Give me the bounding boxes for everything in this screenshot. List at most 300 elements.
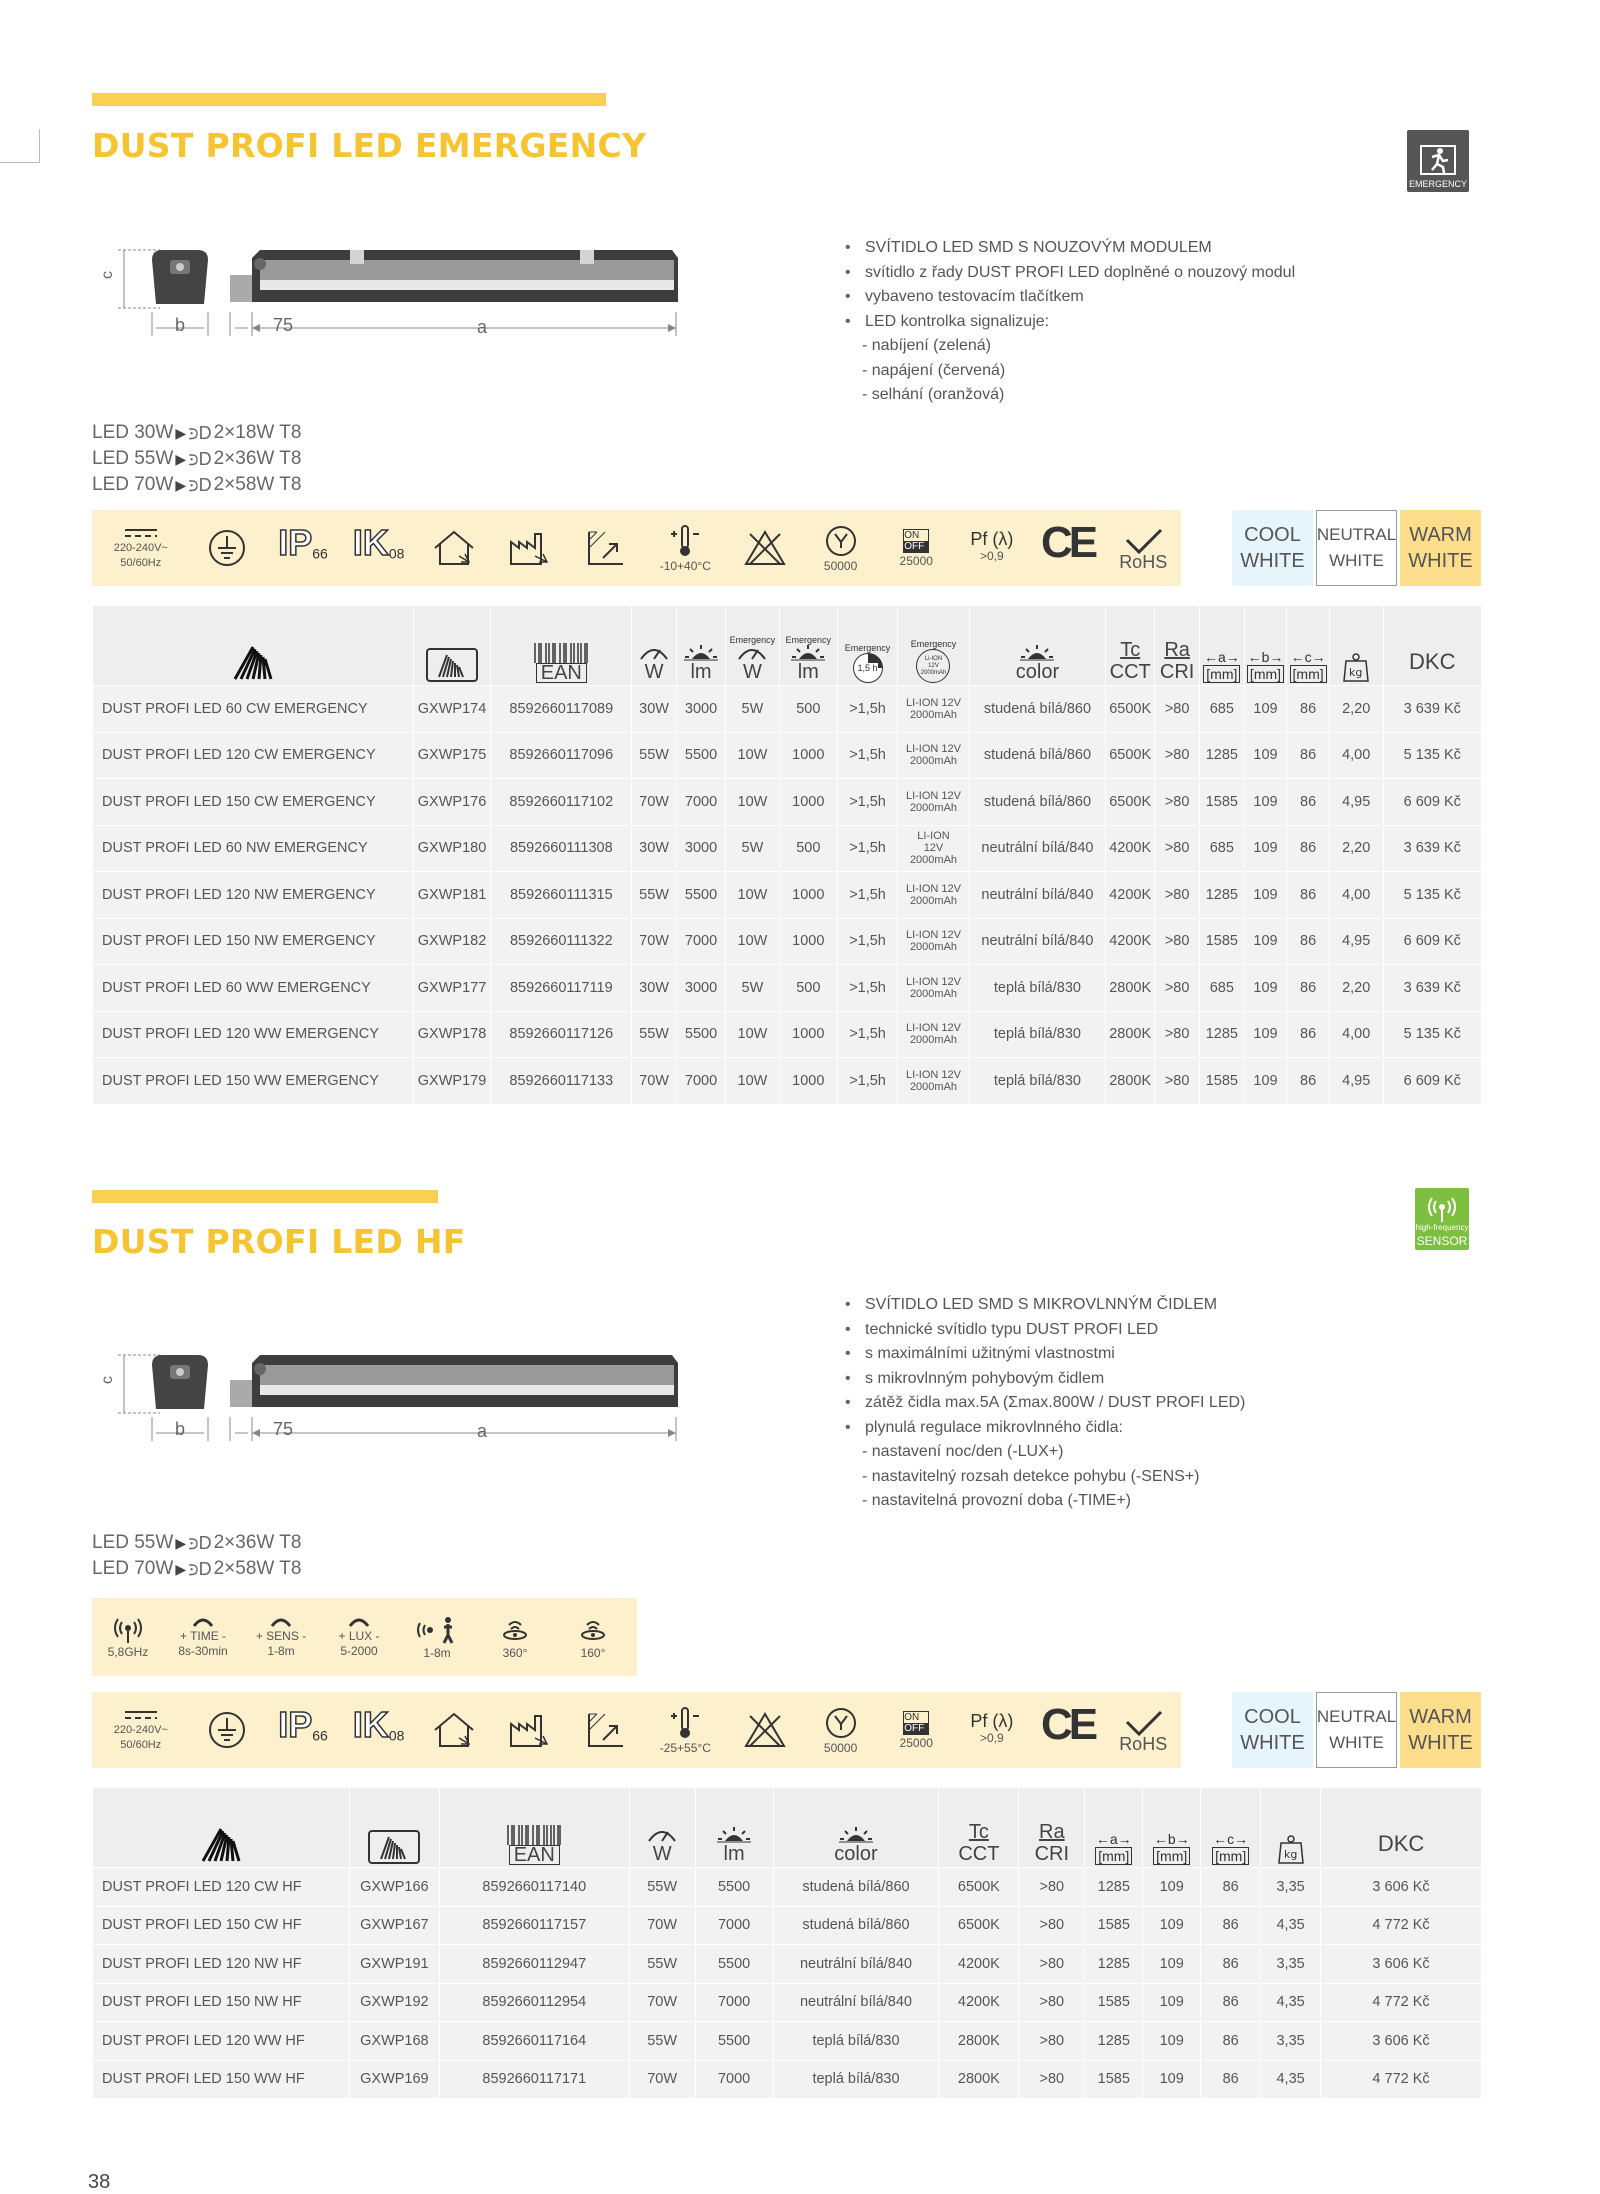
section-title-hf: DUST PROFI LED HF bbox=[92, 1222, 466, 1261]
color-temp-neutral: NEUTRAL WHITE bbox=[1316, 1692, 1397, 1768]
switching-cycles-value: 25000 bbox=[899, 553, 933, 568]
cell-cct: 4200K bbox=[1106, 918, 1155, 965]
luminaire-dimension-drawing bbox=[100, 240, 690, 345]
ik-rating-icon: IK08 bbox=[352, 1703, 405, 1745]
cell-lm: 7000 bbox=[676, 779, 725, 826]
cell-cri: >80 bbox=[1155, 1058, 1200, 1105]
cell-lm: 7000 bbox=[695, 1983, 773, 2022]
luminous-flux-icon bbox=[791, 645, 825, 661]
feature-item: - napájení (červená) bbox=[862, 361, 1006, 379]
ip-value: 66 bbox=[312, 545, 328, 562]
header-cell bbox=[898, 606, 970, 686]
header-cell bbox=[1261, 1788, 1321, 1868]
header-cell bbox=[632, 606, 677, 686]
surface-mount-icon bbox=[568, 1710, 644, 1750]
feature-item: • LED kontrolka signalizuje: bbox=[842, 310, 1295, 335]
color-label: color bbox=[834, 1843, 878, 1865]
dim-c-label: c bbox=[1227, 1831, 1235, 1847]
cell-kg: 4,00 bbox=[1329, 732, 1383, 779]
temperature-icon bbox=[643, 1706, 727, 1755]
cell-name: DUST PROFI LED 150 NW EMERGENCY bbox=[93, 918, 414, 965]
header-cell bbox=[1019, 1788, 1085, 1868]
cell-b: 109 bbox=[1143, 1906, 1201, 1945]
cell-ean: 8592660111308 bbox=[491, 825, 632, 872]
cell-cct: 2800K bbox=[1106, 1011, 1155, 1058]
cell-cri: >80 bbox=[1155, 779, 1200, 826]
switching-cycles-value: 25000 bbox=[899, 1735, 933, 1750]
cell-price: 3 639 Kč bbox=[1383, 686, 1481, 733]
product-code-icon bbox=[425, 647, 479, 683]
feature-item: • s maximálními užitnými vlastnostmi bbox=[842, 1342, 1245, 1367]
badge-label: EMERGENCY bbox=[1408, 179, 1467, 189]
table-row bbox=[93, 686, 1482, 733]
cell-w: 70W bbox=[629, 1906, 695, 1945]
cell-c: 86 bbox=[1201, 1945, 1261, 1984]
color-sun-icon bbox=[1020, 645, 1054, 661]
sensor-setting-range: 5-2000 bbox=[340, 1644, 378, 1658]
cell-color: neutrální bílá/840 bbox=[969, 825, 1105, 872]
running-man-exit-icon bbox=[1418, 143, 1458, 179]
arrow-right-icon: ▶ bbox=[175, 425, 187, 441]
cell-cct: 2800K bbox=[939, 2022, 1019, 2061]
rohs-icon bbox=[1105, 528, 1181, 572]
header-cell bbox=[491, 606, 632, 686]
cell-ean: 8592660117119 bbox=[491, 965, 632, 1012]
cell-c: 86 bbox=[1287, 732, 1330, 779]
cell-a: 1585 bbox=[1085, 1983, 1143, 2022]
temperature-icon bbox=[643, 524, 727, 573]
cell-name: DUST PROFI LED 120 NW EMERGENCY bbox=[93, 872, 414, 919]
dial-icon bbox=[269, 1616, 293, 1628]
arrow-right-icon: ▶ bbox=[175, 477, 187, 493]
cell-color: teplá bílá/830 bbox=[773, 2022, 939, 2061]
emergency-label: Emergency bbox=[729, 635, 776, 645]
sensor-waves-icon bbox=[1425, 1195, 1459, 1223]
header-cell bbox=[969, 606, 1105, 686]
fluorescent-equivalent: 2×36W T8 bbox=[213, 448, 302, 469]
cell-lm: 5500 bbox=[695, 2022, 773, 2061]
dimension-b-label: b bbox=[175, 1419, 186, 1439]
fluorescent-equivalent: 2×58W T8 bbox=[213, 474, 302, 495]
cell-c: 86 bbox=[1287, 1011, 1330, 1058]
cell-elm: 1000 bbox=[779, 1058, 837, 1105]
emergency-label: Emergency bbox=[785, 635, 832, 645]
cell-elm: 1000 bbox=[779, 918, 837, 965]
sensor-setting-name: + LUX - bbox=[338, 1629, 380, 1643]
cell-code: GXWP168 bbox=[349, 2022, 439, 2061]
barcode-icon bbox=[506, 1825, 562, 1845]
table-row bbox=[93, 1058, 1482, 1105]
switching-cycles-icon bbox=[878, 1711, 954, 1750]
table-header bbox=[93, 606, 1482, 686]
header-cell bbox=[413, 606, 491, 686]
product-table-hf bbox=[92, 1787, 1482, 2099]
em-w-label: W bbox=[742, 661, 762, 683]
ik-value: 08 bbox=[388, 545, 405, 562]
cell-a: 1285 bbox=[1085, 2022, 1143, 2061]
cell-cct: 4200K bbox=[1106, 872, 1155, 919]
cell-ew: 10W bbox=[726, 779, 780, 826]
sensor-setting-name: + TIME - bbox=[179, 1629, 227, 1643]
cell-t: >1,5h bbox=[837, 918, 897, 965]
cell-cct: 6500K bbox=[1106, 732, 1155, 779]
w-label: W bbox=[644, 661, 664, 683]
cell-w: 55W bbox=[629, 1868, 695, 1907]
mm-label: mm bbox=[1296, 666, 1320, 682]
fluorescent-tube-icon: ⪾D bbox=[188, 449, 212, 469]
cell-ean: 8592660117089 bbox=[491, 686, 632, 733]
cell-ean: 8592660112947 bbox=[439, 1945, 629, 1984]
dimension-a-label: a bbox=[477, 317, 488, 337]
dim-b-label: b bbox=[1261, 649, 1270, 665]
table-row bbox=[93, 1945, 1482, 1984]
cell-kg: 4,35 bbox=[1261, 1906, 1321, 1945]
cell-a: 1285 bbox=[1085, 1945, 1143, 1984]
rohs-value: RoHS bbox=[1119, 1733, 1168, 1754]
cell-t: >1,5h bbox=[837, 872, 897, 919]
ra-label: Ra bbox=[1164, 639, 1190, 661]
table-row bbox=[93, 965, 1482, 1012]
cell-c: 86 bbox=[1287, 686, 1330, 733]
cell-t: >1,5h bbox=[837, 732, 897, 779]
cell-ean: 8592660117140 bbox=[439, 1868, 629, 1907]
sensor-setting bbox=[242, 1616, 320, 1658]
cell-kg: 2,20 bbox=[1329, 686, 1383, 733]
mm-label: mm bbox=[1160, 1848, 1184, 1864]
power-supply-value: 220-240V~ bbox=[113, 1724, 168, 1736]
cell-w: 55W bbox=[629, 2022, 695, 2061]
sensor-setting bbox=[476, 1615, 554, 1660]
header-cell bbox=[1106, 606, 1155, 686]
cell-name: DUST PROFI LED 120 CW EMERGENCY bbox=[93, 732, 414, 779]
cell-ean: 8592660117102 bbox=[491, 779, 632, 826]
cell-code: GXWP175 bbox=[413, 732, 491, 779]
dial-icon bbox=[347, 1616, 371, 1628]
emergency-badge bbox=[1407, 130, 1469, 192]
duration-clock-icon bbox=[853, 653, 883, 683]
ean-label: EAN bbox=[509, 1845, 560, 1865]
cell-price: 3 606 Kč bbox=[1321, 1945, 1482, 1984]
on-label: ON bbox=[904, 529, 920, 541]
cell-ew: 10W bbox=[726, 918, 780, 965]
cell-ew: 5W bbox=[726, 686, 780, 733]
cell-code: GXWP191 bbox=[349, 1945, 439, 1984]
sensor-waves-icon bbox=[111, 1616, 145, 1644]
luminaire-fan-icon bbox=[231, 643, 275, 683]
feature-list bbox=[842, 236, 1295, 408]
equivalent-row bbox=[92, 1530, 301, 1556]
cell-b: 109 bbox=[1143, 1945, 1201, 1984]
cell-t: >1,5h bbox=[837, 686, 897, 733]
title-bar bbox=[92, 93, 606, 106]
cell-lm: 3000 bbox=[676, 825, 725, 872]
emergency-label: Emergency bbox=[910, 639, 957, 649]
badge-label-line2: SENSOR bbox=[1416, 1234, 1468, 1248]
cell-ew: 10W bbox=[726, 1011, 780, 1058]
cell-cri: >80 bbox=[1019, 1868, 1085, 1907]
arrow-right-icon: ▶ bbox=[175, 1535, 187, 1551]
cell-price: 3 606 Kč bbox=[1321, 2022, 1482, 2061]
feature-item: - selhání (oranžová) bbox=[862, 386, 1005, 403]
cell-color: studená bílá/860 bbox=[773, 1906, 939, 1945]
header-cell bbox=[773, 1788, 939, 1868]
header-cell: ←a→ [mm] bbox=[1199, 606, 1244, 686]
cell-cct: 6500K bbox=[939, 1868, 1019, 1907]
battery-icon bbox=[916, 649, 950, 683]
dimension-offset-label: 75 bbox=[273, 315, 294, 335]
cell-color: teplá bílá/830 bbox=[969, 1058, 1105, 1105]
feature-item: - nabíjení (zelená) bbox=[862, 337, 991, 354]
cell-name: DUST PROFI LED 60 NW EMERGENCY bbox=[93, 825, 414, 872]
power-factor-value: >0,9 bbox=[980, 1731, 1004, 1745]
cell-bat: LI-ION 12V 2000mAh bbox=[898, 965, 970, 1012]
cell-kg: 4,35 bbox=[1261, 2060, 1321, 2099]
cell-cri: >80 bbox=[1155, 918, 1200, 965]
cell-cct: 4200K bbox=[1106, 825, 1155, 872]
cell-bat: LI-ION 12V 2000mAh bbox=[898, 732, 970, 779]
power-supply-value: 50/60Hz bbox=[120, 557, 162, 569]
table-row bbox=[93, 732, 1482, 779]
cell-name: DUST PROFI LED 150 WW HF bbox=[93, 2060, 350, 2099]
cell-c: 86 bbox=[1287, 779, 1330, 826]
cell-a: 1585 bbox=[1199, 918, 1244, 965]
em-lm-label: lm bbox=[797, 661, 819, 683]
sensor-setting bbox=[92, 1616, 164, 1659]
cell-color: neutrální bílá/840 bbox=[969, 918, 1105, 965]
lifetime-hours-icon bbox=[803, 1706, 879, 1755]
cell-bat: LI-ION 12V 2000mAh bbox=[898, 1058, 970, 1105]
sensor-setting-range: 160° bbox=[580, 1645, 606, 1660]
cell-lm: 5500 bbox=[676, 1011, 725, 1058]
cell-cri: >80 bbox=[1155, 965, 1200, 1012]
cell-kg: 2,20 bbox=[1329, 825, 1383, 872]
cell-b: 109 bbox=[1143, 2022, 1201, 2061]
cell-b: 109 bbox=[1244, 918, 1287, 965]
cell-c: 86 bbox=[1201, 2060, 1261, 2099]
battery-label: Li-ION 12V 2000mAh bbox=[920, 655, 947, 676]
luminous-flux-icon bbox=[684, 645, 718, 661]
cell-code: GXWP179 bbox=[413, 1058, 491, 1105]
cell-ean: 8592660117126 bbox=[491, 1011, 632, 1058]
mm-label: mm bbox=[1210, 666, 1234, 682]
power-factor-value: >0,9 bbox=[980, 549, 1004, 563]
cct-label: CCT bbox=[1109, 661, 1151, 683]
cell-kg: 3,35 bbox=[1261, 1945, 1321, 1984]
lm-label: lm bbox=[723, 1843, 745, 1865]
header-cell bbox=[349, 1788, 439, 1868]
sensor-setting bbox=[554, 1615, 632, 1660]
equivalent-list bbox=[92, 420, 301, 498]
sensor-setting bbox=[398, 1615, 476, 1660]
header-cell bbox=[93, 1788, 350, 1868]
cell-elm: 1000 bbox=[779, 732, 837, 779]
mm-label: mm bbox=[1253, 666, 1278, 682]
cell-ean: 8592660111322 bbox=[491, 918, 632, 965]
cell-lm: 7000 bbox=[676, 918, 725, 965]
cell-b: 109 bbox=[1244, 872, 1287, 919]
header-cell bbox=[726, 606, 780, 686]
cell-price: 3 639 Kč bbox=[1383, 825, 1481, 872]
barcode-icon bbox=[533, 643, 589, 663]
cell-ew: 10W bbox=[726, 732, 780, 779]
header-cell bbox=[676, 606, 725, 686]
arrow-right-icon: ▶ bbox=[175, 451, 187, 467]
fluorescent-equivalent: 2×36W T8 bbox=[213, 1532, 302, 1553]
dkc-label: DKC bbox=[1377, 1831, 1425, 1856]
cell-w: 55W bbox=[632, 732, 677, 779]
cell-name: DUST PROFI LED 120 WW EMERGENCY bbox=[93, 1011, 414, 1058]
color-temp-neutral: NEUTRAL WHITE bbox=[1316, 510, 1397, 586]
power-supply-icon bbox=[92, 526, 190, 570]
cell-color: teplá bílá/830 bbox=[969, 1011, 1105, 1058]
cell-price: 4 772 Kč bbox=[1321, 1906, 1482, 1945]
cell-cri: >80 bbox=[1155, 686, 1200, 733]
ce-mark-icon: CE bbox=[1040, 518, 1095, 567]
cell-cct: 6500K bbox=[1106, 686, 1155, 733]
cell-ew: 10W bbox=[726, 872, 780, 919]
color-temp-cool: COOL WHITE bbox=[1232, 510, 1313, 586]
rohs-value: RoHS bbox=[1119, 551, 1168, 572]
sensor-setting bbox=[164, 1616, 242, 1658]
cell-a: 1285 bbox=[1199, 732, 1244, 779]
cell-a: 1285 bbox=[1199, 1011, 1244, 1058]
duration-label: 1,5 h bbox=[857, 663, 878, 673]
cell-price: 4 772 Kč bbox=[1321, 1983, 1482, 2022]
cell-b: 109 bbox=[1143, 1983, 1201, 2022]
dial-icon bbox=[191, 1616, 215, 1628]
cell-w: 30W bbox=[632, 825, 677, 872]
header-cell: ←b→ [mm] bbox=[1143, 1788, 1201, 1868]
dim-a-label: a bbox=[1217, 649, 1226, 665]
dimension-b-label: b bbox=[175, 315, 186, 335]
cell-lm: 7000 bbox=[695, 1906, 773, 1945]
product-code-icon bbox=[367, 1829, 421, 1865]
cell-code: GXWP178 bbox=[413, 1011, 491, 1058]
cell-code: GXWP176 bbox=[413, 779, 491, 826]
feature-item: - nastavitelný rozsah detekce pohybu (-SENS+) bbox=[862, 1467, 1200, 1485]
cell-bat: LI-ION 12V 2000mAh bbox=[898, 918, 970, 965]
switching-cycles-icon bbox=[878, 529, 954, 568]
dim-c-label: c bbox=[1304, 649, 1312, 665]
factory-icon bbox=[492, 1710, 568, 1750]
equivalent-row bbox=[92, 446, 301, 472]
fluorescent-tube-icon: ⪾D bbox=[188, 1559, 212, 1579]
hf-sensor-badge bbox=[1415, 1188, 1469, 1250]
cell-name: DUST PROFI LED 120 WW HF bbox=[93, 2022, 350, 2061]
cell-cri: >80 bbox=[1155, 872, 1200, 919]
header-cell bbox=[93, 606, 414, 686]
cell-elm: 1000 bbox=[779, 872, 837, 919]
cell-w: 70W bbox=[632, 779, 677, 826]
cell-cct: 2800K bbox=[1106, 965, 1155, 1012]
dim-a-label: a bbox=[1109, 1831, 1118, 1847]
cell-ean: 8592660112954 bbox=[439, 1983, 629, 2022]
led-power: LED 30W bbox=[92, 422, 174, 443]
dimension-a-label: a bbox=[477, 1421, 488, 1441]
indoor-house-icon bbox=[417, 528, 493, 568]
cell-c: 86 bbox=[1201, 2022, 1261, 2061]
header-cell bbox=[1329, 606, 1383, 686]
cell-name: DUST PROFI LED 150 CW HF bbox=[93, 1906, 350, 1945]
color-temp-warm: WARM WHITE bbox=[1400, 1692, 1481, 1768]
equivalent-row bbox=[92, 1556, 301, 1582]
mm-label: mm bbox=[1219, 1848, 1243, 1864]
cell-c: 86 bbox=[1201, 1868, 1261, 1907]
property-icon-strip bbox=[92, 510, 1181, 586]
tc-label: Tc bbox=[968, 1821, 989, 1843]
cell-code: GXWP167 bbox=[349, 1906, 439, 1945]
cell-lm: 5500 bbox=[695, 1945, 773, 1984]
cell-color: studená bílá/860 bbox=[969, 779, 1105, 826]
earth-ground-icon bbox=[190, 528, 266, 568]
color-label: color bbox=[1015, 661, 1060, 683]
led-power: LED 70W bbox=[92, 474, 174, 495]
cell-cri: >80 bbox=[1155, 1011, 1200, 1058]
cell-cri: >80 bbox=[1155, 732, 1200, 779]
cell-code: GXWP169 bbox=[349, 2060, 439, 2099]
cell-color: neutrální bílá/840 bbox=[969, 872, 1105, 919]
header-cell bbox=[1321, 1788, 1482, 1868]
surface-mount-icon bbox=[568, 528, 644, 568]
product-table-emergency bbox=[92, 605, 1482, 1105]
cell-price: 4 772 Kč bbox=[1321, 2060, 1482, 2099]
cell-b: 109 bbox=[1244, 1058, 1287, 1105]
angle-icon bbox=[500, 1615, 530, 1645]
cell-c: 86 bbox=[1201, 1906, 1261, 1945]
led-power: LED 55W bbox=[92, 1532, 174, 1553]
cell-elm: 500 bbox=[779, 965, 837, 1012]
sensor-setting-range: 1-8m bbox=[423, 1645, 451, 1660]
sensor-setting bbox=[320, 1616, 398, 1658]
table-row bbox=[93, 1868, 1482, 1907]
power-gauge-icon bbox=[646, 1827, 678, 1843]
feature-item: • svítidlo z řady DUST PROFI LED doplněné o nouzový modul bbox=[842, 261, 1295, 286]
earth-ground-icon bbox=[190, 1710, 266, 1750]
badge-label-line1: high-frequency bbox=[1415, 1223, 1469, 1232]
cell-t: >1,5h bbox=[837, 1011, 897, 1058]
cri-label: CRI bbox=[1159, 661, 1195, 683]
cell-a: 1585 bbox=[1199, 779, 1244, 826]
cell-kg: 4,95 bbox=[1329, 918, 1383, 965]
header-cell bbox=[629, 1788, 695, 1868]
cell-b: 109 bbox=[1244, 779, 1287, 826]
table-row bbox=[93, 779, 1482, 826]
power-supply-value: 220-240V~ bbox=[113, 542, 168, 554]
cell-price: 5 135 Kč bbox=[1383, 872, 1481, 919]
feature-item: • SVÍTIDLO LED SMD S NOUZOVÝM MODULEM bbox=[842, 236, 1295, 261]
header-cell bbox=[1155, 606, 1200, 686]
cell-w: 30W bbox=[632, 686, 677, 733]
cell-t: >1,5h bbox=[837, 1058, 897, 1105]
cell-b: 109 bbox=[1244, 965, 1287, 1012]
cell-t: >1,5h bbox=[837, 779, 897, 826]
mm-label: mm bbox=[1102, 1848, 1126, 1864]
cell-code: GXWP192 bbox=[349, 1983, 439, 2022]
ra-label: Ra bbox=[1039, 1821, 1065, 1843]
weight-icon bbox=[1343, 653, 1369, 683]
cell-a: 1285 bbox=[1199, 872, 1244, 919]
feature-item: • vybaveno testovacím tlačítkem bbox=[842, 285, 1295, 310]
temperature-value: -10+40°C bbox=[659, 558, 711, 573]
feature-item: • SVÍTIDLO LED SMD S MIKROVLNNÝM ČIDLEM bbox=[842, 1293, 1245, 1318]
cell-a: 685 bbox=[1199, 825, 1244, 872]
cell-code: GXWP180 bbox=[413, 825, 491, 872]
cell-price: 3 606 Kč bbox=[1321, 1868, 1482, 1907]
header-cell bbox=[1383, 606, 1481, 686]
cell-w: 55W bbox=[629, 1945, 695, 1984]
cell-w: 70W bbox=[632, 1058, 677, 1105]
cell-ean: 8592660117157 bbox=[439, 1906, 629, 1945]
